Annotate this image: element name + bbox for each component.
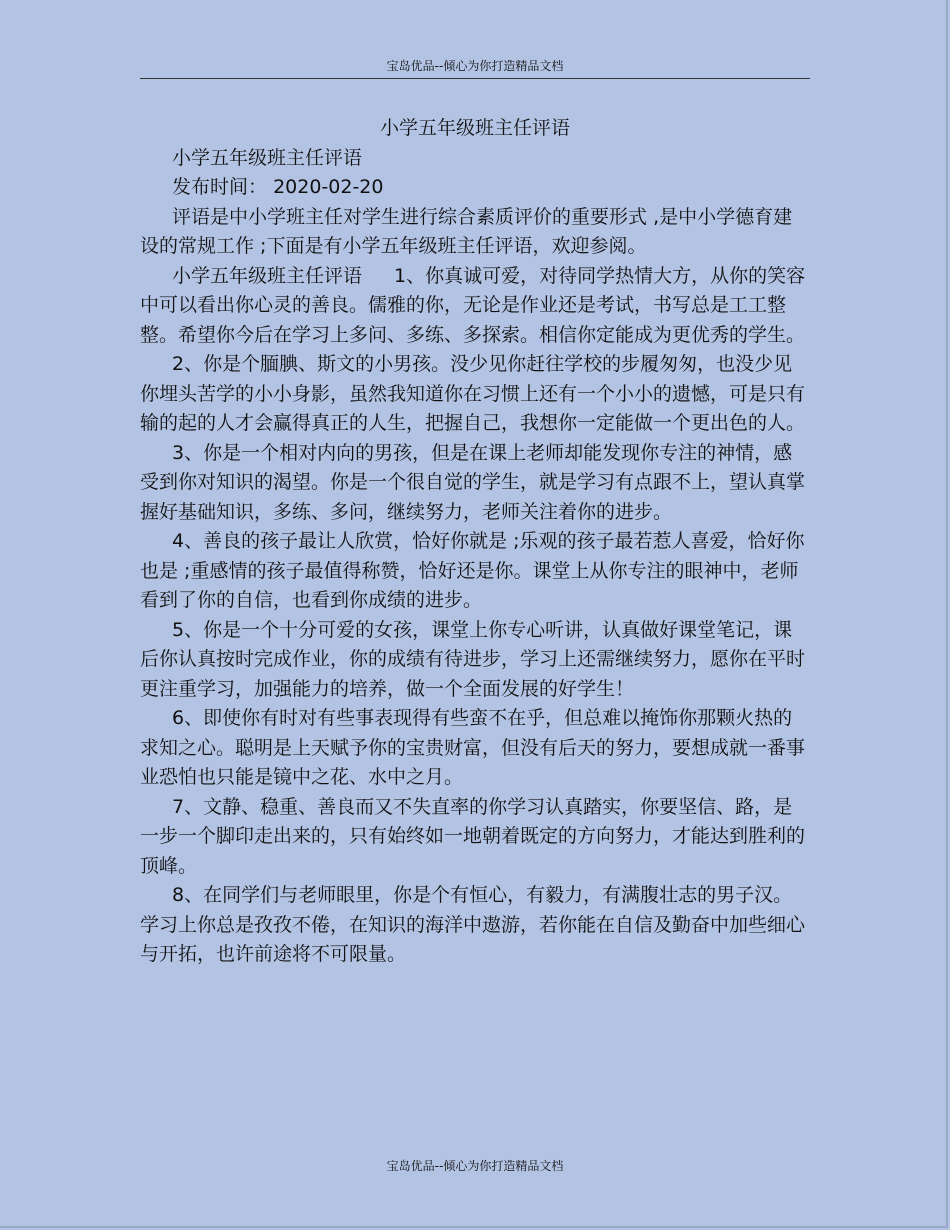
page-footer: 宝岛优品--倾心为你打造精品文档 <box>386 1159 564 1173</box>
paragraph-1-text: 1、你真诚可爱，对待同学热情大方，从你的笑容中可以看出你心灵的善良。儒雅的你，无论是作业还是考试，书写总是工工整整。希望你今后在学习上多问、多练、多探索。相信你定能成为更优秀的学生。 <box>140 264 806 346</box>
intro-part-b: ,是中小学德育建设的常规工作 ;下面是有小学五年级班主任评语，欢迎参阅。 <box>140 205 793 257</box>
publish-date: 2020-02-20 <box>273 176 384 198</box>
document-subtitle: 小学五年级班主任评语 <box>172 146 363 169</box>
paragraph-1-label: 小学五年级班主任评语 <box>172 264 363 287</box>
publish-info <box>140 173 810 203</box>
paragraph-8: 8、在同学们与老师眼里，你是个有恒心，有毅力，有满腹壮志的男子汉。学习上你总是孜孜不倦，在知识的海洋中遨游，若你能在自信及勤奋中加些细心与开拓，也许前途将不可限量。 <box>140 884 806 965</box>
document-title: 小学五年级班主任评语 <box>379 117 570 139</box>
paragraph-2: 2、你是个腼腆、斯文的小男孩。没少见你赶往学校的步履匆匆，也没少见你埋头苦学的小小身影，虽然我知道你在习惯上还有一个小小的遗憾，可是只有输的起的人才会赢得真正的人生，把握自己，我想你一定能做一个更出色的人。 <box>140 353 806 434</box>
paragraph-1 <box>140 262 810 351</box>
publish-label: 发布时间： <box>172 176 268 198</box>
page-header: 宝岛优品--倾心为你打造精品文档 <box>386 59 564 73</box>
paragraph-5: 5、你是一个十分可爱的女孩，课堂上你专心听讲，认真做好课堂笔记，课后你认真按时完成作业，你的成绩有待进步，学习上还需继续努力，愿你在平时更注重学习，加强能力的培养，做一个全面发展的好学生！ <box>140 618 806 700</box>
intro-part-a: 评语是中小学班主任对学生进行综合素质评价的重要形式 <box>172 205 648 228</box>
header-divider <box>140 78 810 79</box>
paragraph-6: 6、即使你有时对有些事表现得有些蛮不在乎，但总难以掩饰你那颗火热的求知之心。聪明是上天赋予你的宝贵财富，但没有后天的努力，要想成就一番事业恐怕也只能是镜中之花、水中之月。 <box>140 707 806 788</box>
document-body <box>140 114 810 970</box>
intro-paragraph <box>140 203 810 262</box>
paragraph-3: 3、你是一个相对内向的男孩，但是在课上老师却能发现你专注的神情，感受到你对知识的渴望。你是一个很自觉的学生，就是学习有点跟不上，望认真掌握好基础知识，多练、多问，继续努力，老师关注着你的进步。 <box>140 441 806 523</box>
paragraph-7: 7、文静、稳重、善良而又不失直率的你学习认真踏实，你要坚信、路，是一步一个脚印走出来的，只有始终如一地朝着既定的方向努力，才能达到胜利的顶峰。 <box>140 795 806 877</box>
paragraph-4: 4、善良的孩子最让人欣赏，恰好你就是 ;乐观的孩子最若惹人喜爱，恰好你也是 ;重感情的孩子最值得称赞，恰好还是你。课堂上从你专注的眼神中，老师看到了你的自信，也看到你成绩的进步。 <box>140 530 805 611</box>
